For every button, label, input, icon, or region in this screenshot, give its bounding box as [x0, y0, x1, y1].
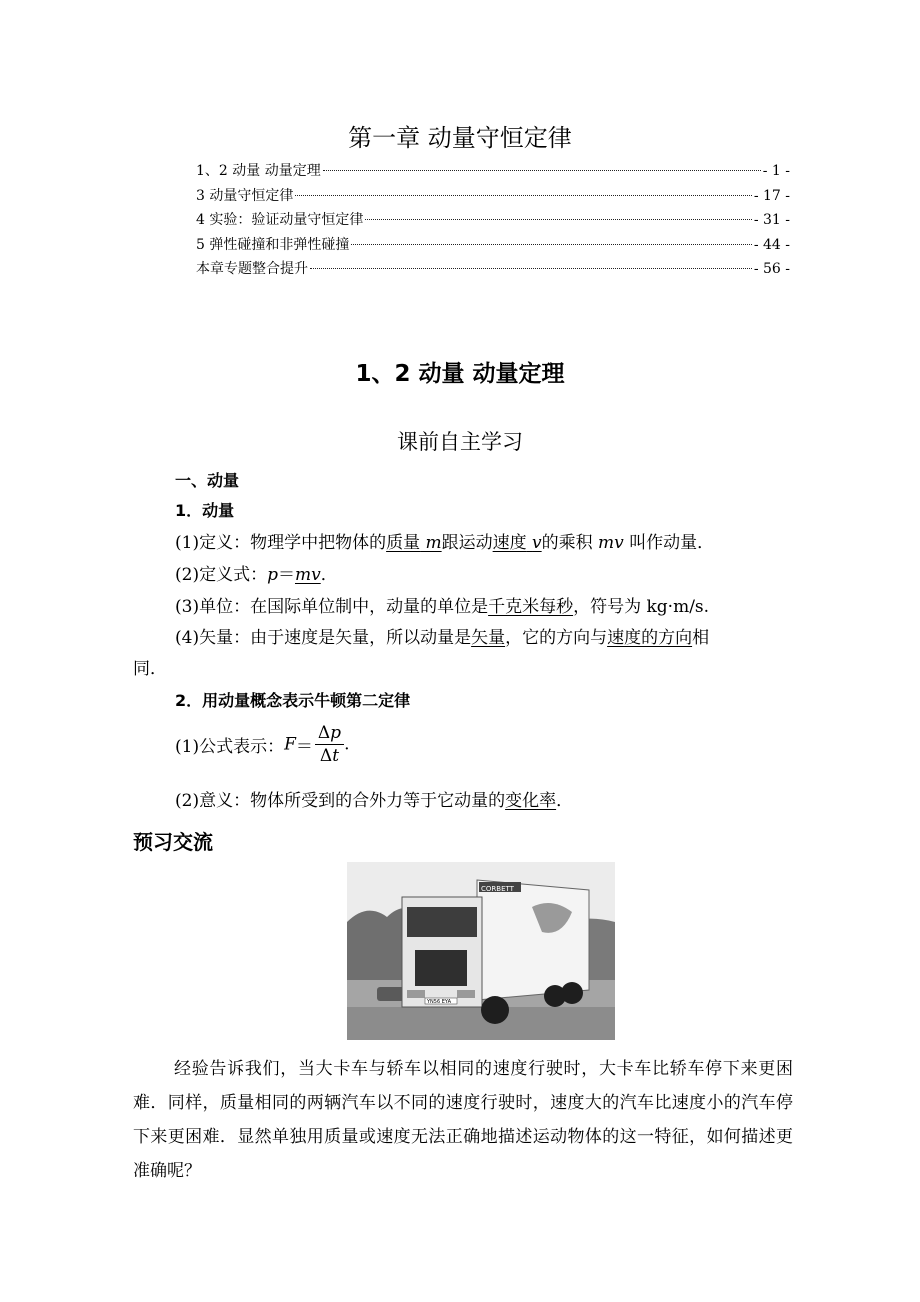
toc-entry[interactable]	[196, 160, 790, 185]
toc-entry[interactable]	[196, 234, 790, 259]
blank-mass: 质量 m	[386, 533, 442, 553]
heading-momentum: 一、动量	[175, 471, 240, 490]
item1-title: 1．动量	[175, 501, 235, 520]
grille	[415, 950, 467, 986]
toc-entry-label: 5 弹性碰撞和非弹性碰撞	[196, 236, 350, 253]
table-of-contents	[196, 160, 790, 283]
wheel	[561, 982, 583, 1004]
trailer-text: CORBETT	[481, 885, 514, 893]
unit-line: (3)单位：在国际单位制中，动量的单位是千克米每秒，符号为 kg·m/s.	[175, 597, 710, 617]
toc-entry[interactable]	[196, 258, 790, 283]
windshield	[407, 907, 477, 937]
blank-rate: 变化率	[505, 791, 557, 811]
toc-entry-page: - 44 -	[753, 236, 790, 253]
symbol-mv: mv	[598, 533, 624, 553]
blank-unit: 千克米每秒	[488, 597, 574, 617]
definition-line	[175, 528, 714, 553]
toc-entry-label: 4 实验：验证动量守恒定律	[196, 212, 364, 228]
section-title: 1、2 动量 动量定理	[355, 361, 565, 387]
fraction: $\frac{\Delta p}{\Delta t}$	[315, 722, 344, 767]
formula-line: (2)定义式：p＝mv．	[175, 565, 338, 585]
item2-title: 2．用动量概念表示牛顿第二定律	[175, 691, 411, 710]
toc-entry[interactable]	[196, 209, 790, 234]
toc-entry-page: - 31 -	[753, 212, 790, 228]
truck-photo	[347, 862, 615, 1040]
toc-entry-page: - 1 -	[762, 163, 790, 179]
toc-entry[interactable]	[196, 185, 790, 210]
wheel	[481, 996, 509, 1024]
toc-leader	[351, 244, 751, 245]
formula2-line: (1)公式表示：F＝ $\frac{\Delta p}{\Delta t}$ .	[175, 723, 350, 766]
blank-formula: mv	[294, 565, 321, 585]
vector-line-cont: 同．	[133, 659, 167, 679]
def-pre: (1)定义：物理学中把物体的	[175, 533, 387, 553]
def-mid: 跟运动	[441, 533, 493, 553]
toc-leader	[323, 170, 761, 171]
toc-leader	[310, 268, 752, 269]
toc-entry-label: 1、2 动量 动量定理	[196, 163, 321, 179]
vector-line: (4)矢量：由于速度是矢量，所以动量是矢量，它的方向与速度的方向相	[175, 628, 710, 648]
preview-title: 预习交流	[133, 830, 213, 854]
toc-leader	[295, 195, 751, 196]
chapter-title: 第一章 动量守恒定律	[348, 124, 572, 152]
preview-paragraph: 经验告诉我们，当大卡车与轿车以相同的速度行驶时，大卡车比轿车停下来更困难．同样，质量相同的两辆汽车以不同的速度行驶时，速度大的汽车比速度小的汽车停下来更困难．显然单独用质量或速度无法正确地描述运动物体的这一特征，如何描述更准确呢？	[133, 1059, 793, 1181]
trailer	[477, 880, 589, 1000]
toc-entry-label: 3 动量守恒定律	[196, 187, 294, 204]
blank-vector: 矢量	[471, 628, 506, 648]
plate-text: YN56 EYA	[427, 999, 451, 1005]
toc-leader	[365, 219, 751, 220]
subsection-title: 课前自主学习	[397, 430, 523, 454]
toc-entry-page: - 56 -	[753, 261, 790, 277]
toc-entry-page: - 17 -	[753, 187, 790, 204]
toc-entry-label: 本章专题整合提升	[196, 261, 308, 277]
meaning-line: (2)意义：物体所受到的合外力等于它动量的变化率．	[175, 791, 574, 811]
blank-velocity: 速度 v	[492, 533, 542, 553]
def-post1: 的乘积	[541, 533, 593, 553]
def-post2: 叫作动量．	[629, 533, 715, 553]
blank-direction: 速度的方向	[607, 628, 693, 648]
